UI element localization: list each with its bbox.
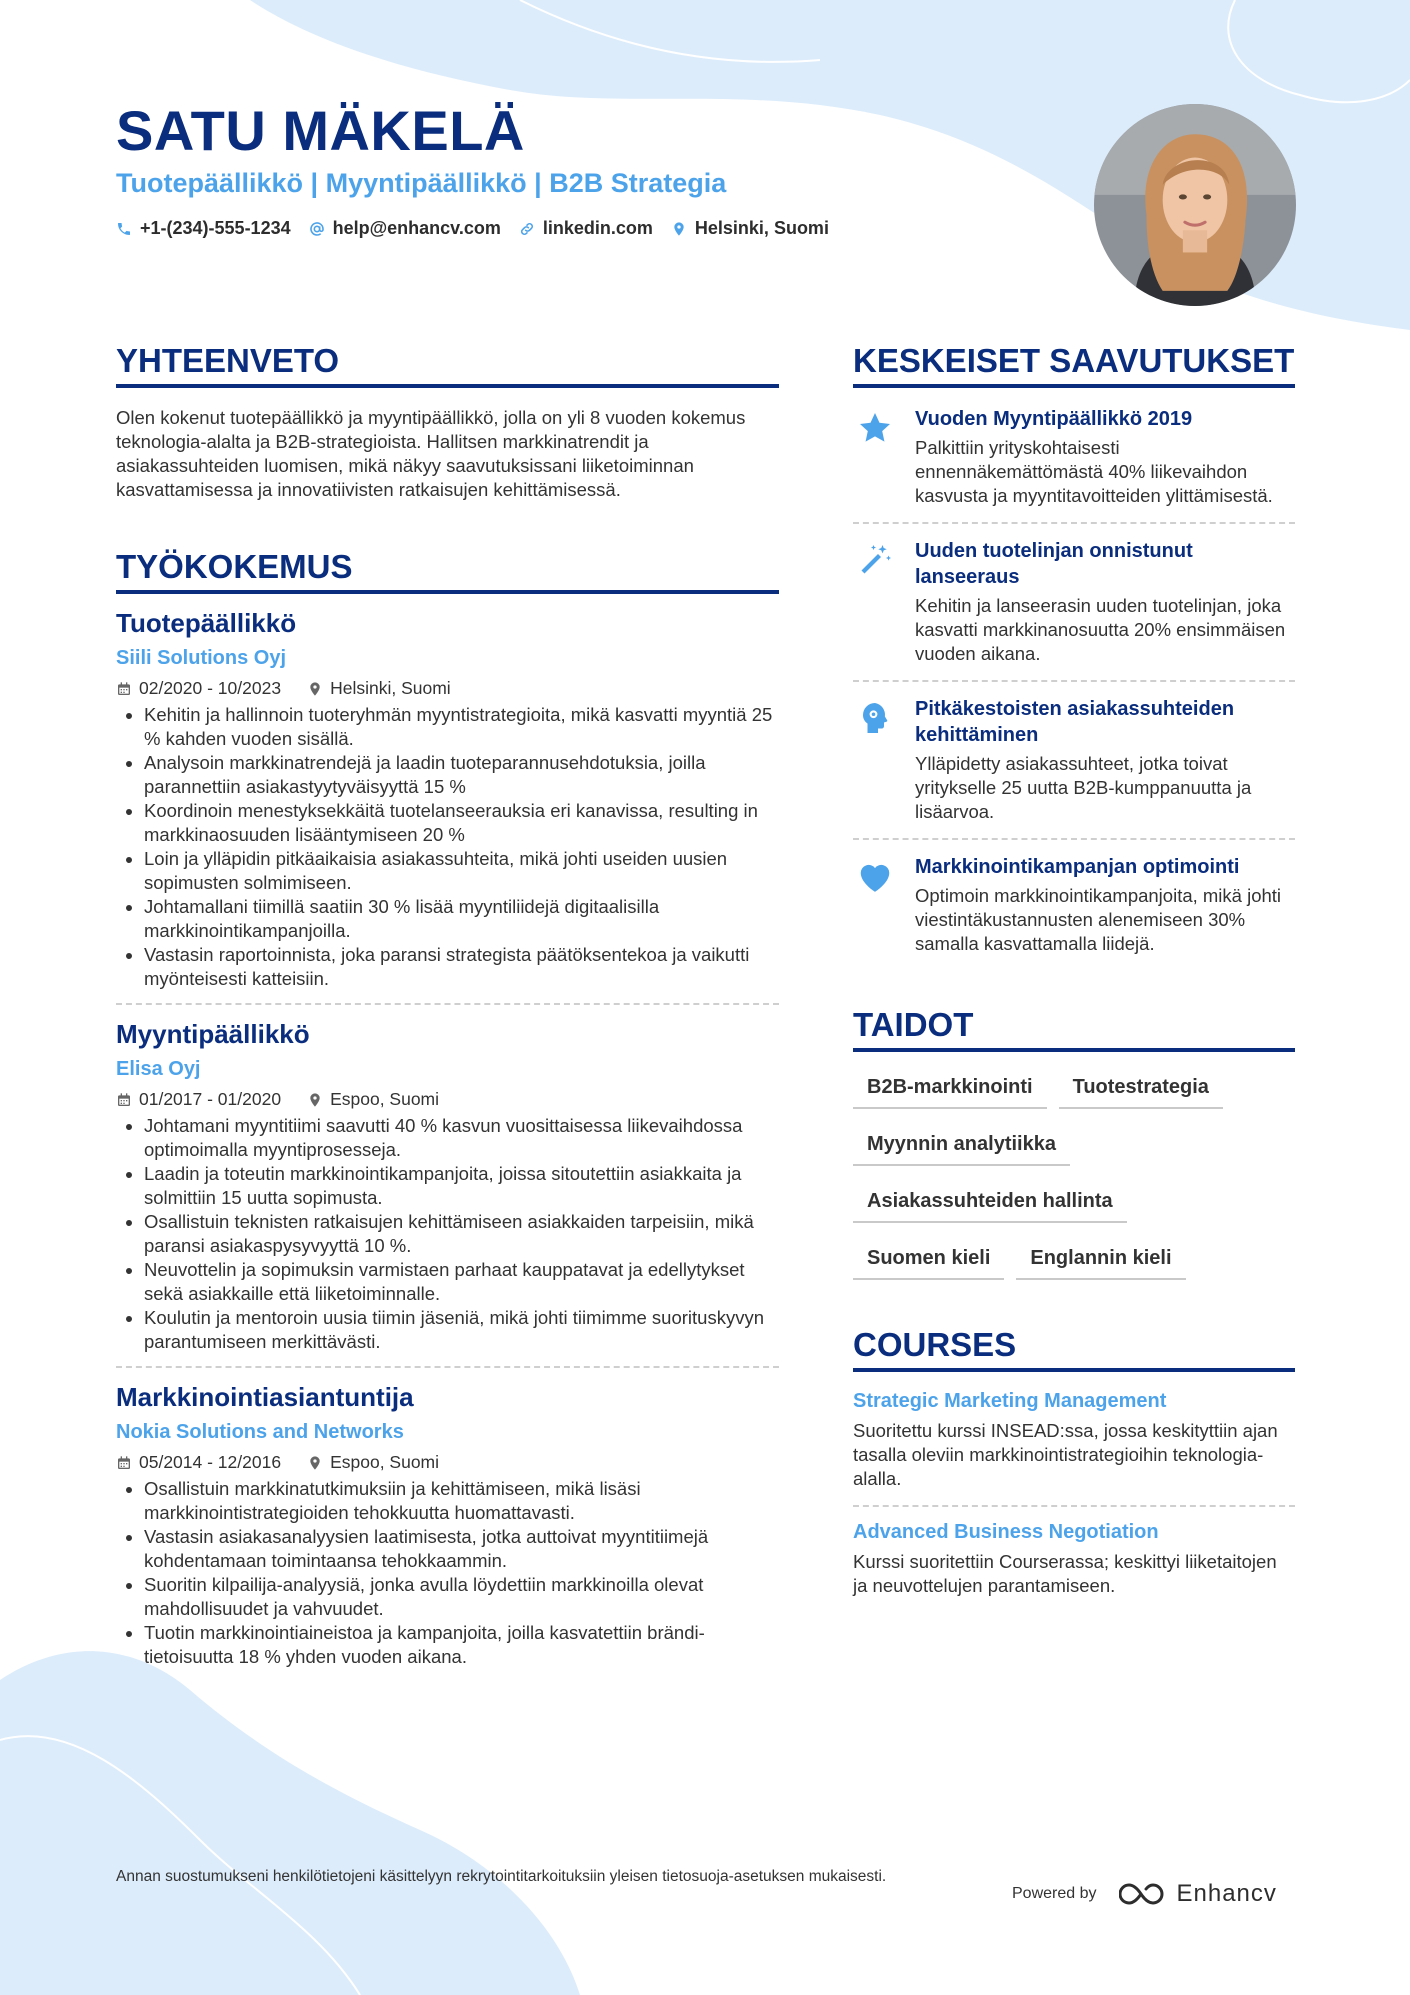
company-name: Elisa Oyj [116, 1058, 201, 1080]
achievement-desc: Ylläpidetty asiakassuhteet, jotka toivat yritykselle 25 uutta B2B-kumppanuutta ja lisäarvoa. [915, 753, 1252, 822]
bullet-item: • Johtamani myyntitiimi saavutti 40 % kasvun vuosittaisessa liikevaihdossa optimoimalla myyntiprosesseja. [144, 1114, 779, 1162]
bullet-item: • Suoritin kilpailija-analyysiä, jonka avulla löydettiin markkinoilla olevat mahdollisuudet ja vahvuudet. [144, 1573, 779, 1621]
brand-name: Enhancv [1176, 1880, 1277, 1907]
linkedin-text: linkedin.com [542, 218, 653, 238]
course-desc: Kurssi suoritettiin Courserassa; keskittyi liiketaitojen ja neuvottelujen parantamiseen. [853, 1551, 1277, 1596]
job-location: Espoo, Suomi [330, 1089, 440, 1109]
experience-item [116, 1382, 779, 1669]
bullet-item: • Loin ja ylläpidin pitkäaikaisia asiakassuhteita, mikä johti useiden uusien sopimusten solmimiseen. [144, 847, 779, 895]
achievement-title: Uuden tuotelinjan onnistunut lanseeraus [915, 540, 1193, 588]
summary-text: Olen kokenut tuotepäällikkö ja myyntipäällikkö, jolla on yli 8 vuoden kokemus teknologia-alalta ja B2B-strategioista. Hallitsen markkinatrendit ja asiakassuhteiden luomisen, mikä näkyy saavutuksissani liiketoiminnan kasvattamisessa ja innovatiivisten ratkaisujen kehittämisessä. [116, 407, 746, 500]
bullet-item: • Koulutin ja mentoroin uusia tiimin jäseniä, mikä johti tiimimme suorituskyvyn parantumiseen merkittävästi. [144, 1306, 779, 1354]
email-text: help@enhancv.com [332, 218, 501, 238]
bullet-item: • Johtamallani tiimillä saatiin 30 % lisää myyntiliidejä digitaalisilla markkinointikampanjoilla. [144, 895, 779, 943]
bullet-item: • Analysoin markkinatrendejä ja laadin tuoteparannusehdotuksia, joilla parannettiin asiakastyytyväisyyttä 15 % [144, 751, 779, 799]
job-bullets [116, 1477, 779, 1669]
bullet-item: • Osallistuin teknisten ratkaisujen kehittämiseen asiakkaiden tarpeisiin, mikä paransi asiakaspysyvyyttä 10 %. [144, 1210, 779, 1258]
section-title-experience: TYÖKOKEMUS [116, 548, 779, 594]
experience-item [116, 1019, 779, 1354]
job-meta [116, 1089, 779, 1110]
left-column [116, 342, 779, 1669]
avatar [1094, 104, 1296, 306]
calendar-icon [116, 681, 132, 697]
consent-note: Annan suostumukseni henkilötietojeni käsittelyyn rekrytointitarkoituksiin yleisen tietosuoja-asetuksen mukaisesti. [116, 1868, 887, 1885]
skills-list [853, 1068, 1295, 1280]
achievement-item [853, 840, 1295, 970]
calendar-icon [116, 1092, 132, 1108]
company-name: Siili Solutions Oyj [116, 647, 287, 669]
bullet-item: • Kehitin ja hallinnoin tuoteryhmän myyntistrategioita, mikä kasvatti myyntiä 25 % kahden vuoden sisällä. [144, 703, 779, 751]
job-meta [116, 678, 779, 699]
skill-tag: Suomen kieli [853, 1239, 1004, 1280]
location-pin-icon [307, 681, 323, 697]
achievement-title: Vuoden Myyntipäällikkö 2019 [915, 408, 1193, 430]
bullet-item: • Vastasin asiakasanalyysien laatimisesta, jotka auttoivat myyntitiimejä kohdentamaan toimintaansa tehokkaammin. [144, 1525, 779, 1573]
location-pin-icon [307, 1092, 323, 1108]
bullet-item: • Koordinoin menestyksekkäitä tuotelanseerauksia eri kanavissa, resulting in markkinaosuuden lisääntymiseen 20 % [144, 799, 779, 847]
course-title: Advanced Business Negotiation [853, 1521, 1159, 1543]
divider [116, 1003, 779, 1005]
star-icon [857, 410, 893, 446]
job-dates: 02/2020 - 10/2023 [139, 678, 282, 698]
contact-email[interactable] [309, 218, 501, 239]
achievement-item [853, 524, 1295, 680]
job-dates: 05/2014 - 12/2016 [139, 1452, 282, 1472]
achievement-item [853, 682, 1295, 838]
profile-photo [1094, 104, 1296, 306]
achievement-desc: Optimoin markkinointikampanjoita, mikä johti viestintäkustannusten alenemiseen 30% samalla kasvattamalla liidejä. [915, 885, 1282, 954]
bullet-item: • Vastasin raportoinnista, joka paransi strategista päätöksentekoa ja vaikutti myönteisesti katteisiin. [144, 943, 779, 991]
section-title-summary: YHTEENVETO [116, 342, 779, 388]
contact-linkedin[interactable] [519, 218, 653, 239]
achievement-desc: Palkittiin yrityskohtaisesti ennennäkemättömästä 40% liikevaihdon kasvusta ja myyntitavoitteiden ylittämisestä. [915, 437, 1273, 506]
job-location: Helsinki, Suomi [330, 678, 451, 698]
heart-icon [856, 858, 894, 894]
job-title: Tuotepäällikkö [116, 608, 297, 638]
course-item [853, 1390, 1295, 1491]
at-icon [309, 221, 325, 237]
job-bullets [116, 1114, 779, 1354]
link-icon [519, 221, 535, 237]
contact-phone[interactable] [116, 218, 291, 239]
location-text: Helsinki, Suomi [694, 218, 829, 238]
skill-tag: B2B-markkinointi [853, 1068, 1047, 1109]
job-dates: 01/2017 - 01/2020 [139, 1089, 282, 1109]
bullet-item: • Laadin ja toteutin markkinointikampanjoita, joissa sitoutettiin asiakkaita ja solmittiin 15 uutta sopimusta. [144, 1162, 779, 1210]
course-item [853, 1521, 1295, 1598]
head-icon [857, 700, 893, 736]
skill-tag: Myynnin analytiikka [853, 1125, 1070, 1166]
section-title-courses: COURSES [853, 1326, 1295, 1372]
powered-by[interactable] [1012, 1880, 1277, 1908]
location-pin-icon [671, 221, 687, 237]
job-title: Markkinointiasiantuntija [116, 1382, 414, 1412]
location-pin-icon [307, 1455, 323, 1471]
contact-location [671, 218, 829, 239]
contact-list [116, 218, 829, 239]
enhancv-logo-icon [1119, 1881, 1167, 1907]
divider [853, 1505, 1295, 1507]
achievement-item [853, 388, 1295, 522]
skill-tag: Englannin kieli [1016, 1239, 1185, 1280]
company-name: Nokia Solutions and Networks [116, 1421, 404, 1443]
divider [116, 1366, 779, 1368]
bullet-item: • Tuotin markkinointiaineistoa ja kampanjoita, joilla kasvatettiin bränditietoisuutta 18 % yhden vuoden aikana. [144, 1621, 779, 1669]
bullet-item: • Osallistuin markkinatutkimuksiin ja kehittämiseen, mikä lisäsi markkinointistrategioiden tehokkuutta huomattavasti. [144, 1477, 779, 1525]
candidate-name: SATU MÄKELÄ [116, 99, 525, 162]
skill-tag: Asiakassuhteiden hallinta [853, 1182, 1127, 1223]
magic-wand-icon [857, 542, 893, 578]
experience-item [116, 608, 779, 991]
right-column [853, 342, 1295, 1598]
job-bullets [116, 703, 779, 991]
course-title: Strategic Marketing Management [853, 1390, 1167, 1412]
section-title-skills: TAIDOT [853, 1006, 1295, 1052]
brand-logo [1119, 1880, 1277, 1908]
section-title-achievements: KESKEISET SAAVUTUKSET [853, 342, 1295, 388]
job-location: Espoo, Suomi [330, 1452, 440, 1472]
calendar-icon [116, 1455, 132, 1471]
achievement-desc: Kehitin ja lanseerasin uuden tuotelinjan, joka kasvatti markkinanosuutta 20% ensimmäisen vuoden aikana. [915, 595, 1286, 664]
skill-tag: Tuotestrategia [1059, 1068, 1223, 1109]
achievement-title: Pitkäkestoisten asiakassuhteiden kehittäminen [915, 698, 1235, 746]
powered-by-label: Powered by [1012, 1885, 1097, 1902]
bullet-item: • Neuvottelin ja sopimuksin varmistaen parhaat kauppatavat ja edellytykset sekä asiakkaille että liiketoiminnalle. [144, 1258, 779, 1306]
job-title: Myyntipäällikkö [116, 1019, 310, 1049]
candidate-role: Tuotepäällikkö | Myyntipäällikkö | B2B Strategia [116, 168, 727, 198]
course-desc: Suoritettu kurssi INSEAD:ssa, jossa keskityttiin ajan tasalla oleviin markkinointistrategioihin teknologia-alalla. [853, 1420, 1278, 1489]
phone-text: +1-(234)-555-1234 [140, 218, 291, 238]
achievement-title: Markkinointikampanjan optimointi [915, 856, 1240, 878]
job-meta [116, 1452, 779, 1473]
phone-icon [116, 221, 132, 237]
